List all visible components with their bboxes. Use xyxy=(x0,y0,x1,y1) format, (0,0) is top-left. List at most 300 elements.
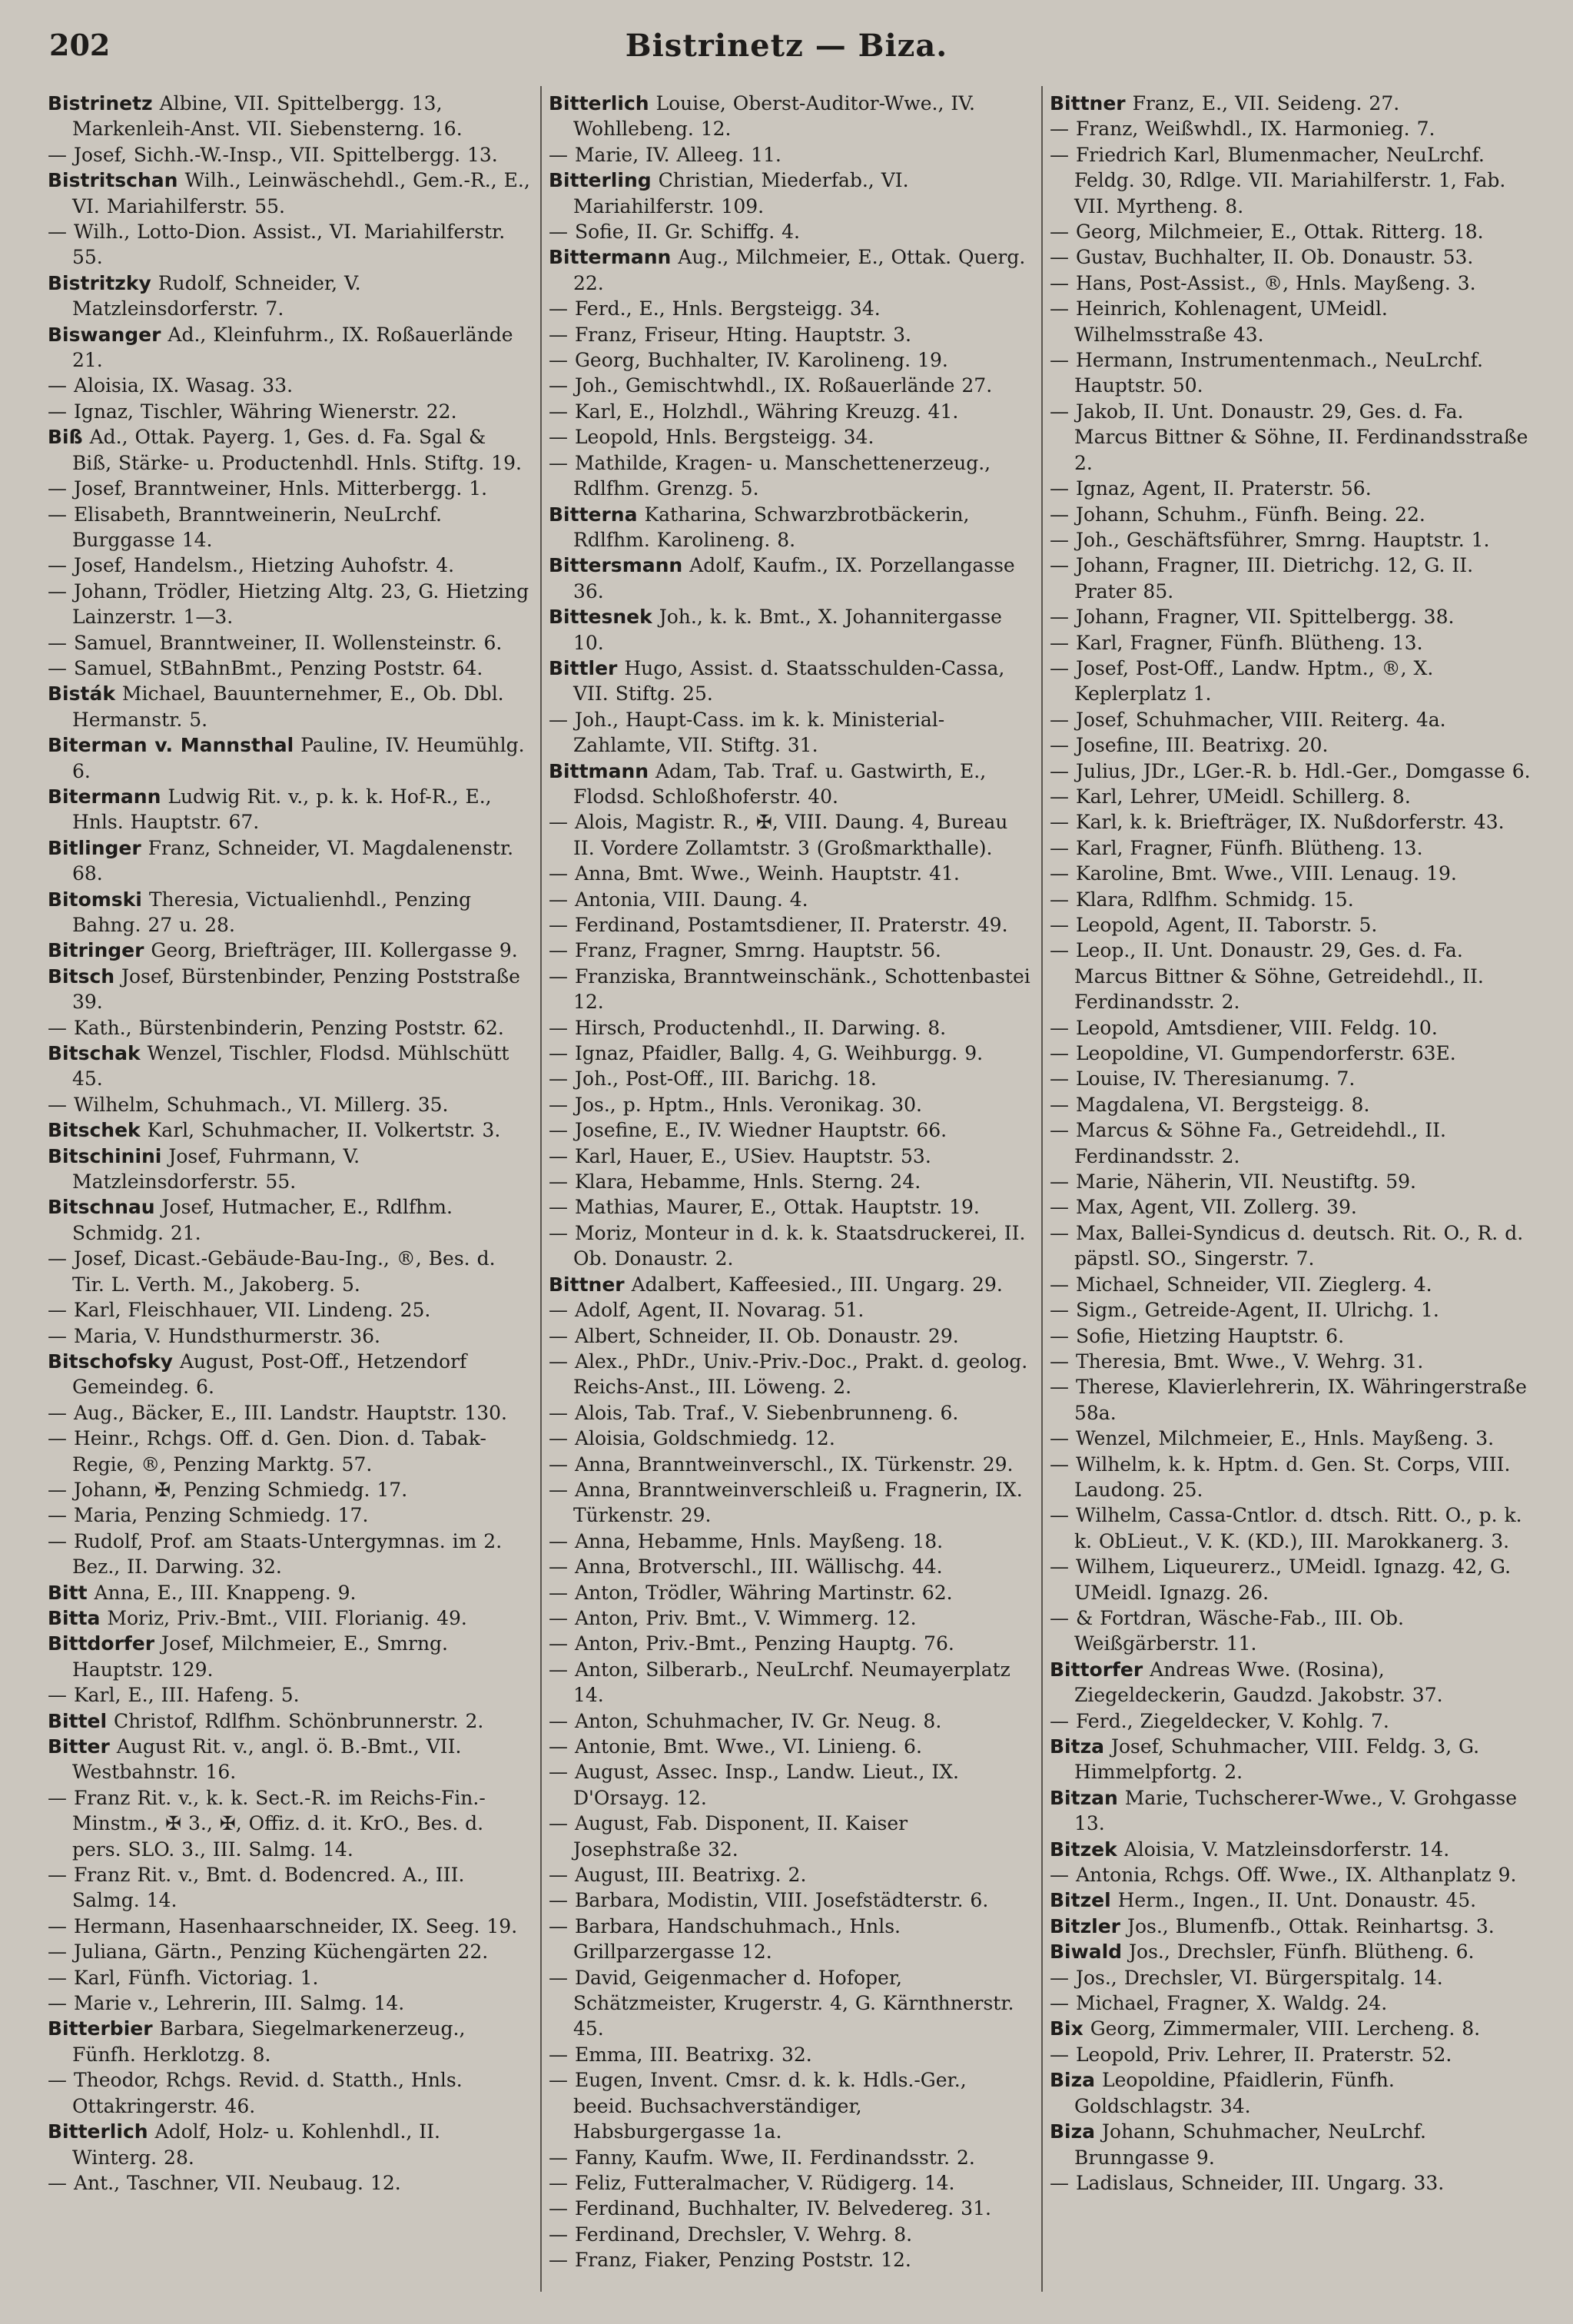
entry-text: Andreas Wwe. (Rosina), Ziegeldeckerin, Gaudzd. Jakobstr. 37. xyxy=(1074,1658,1443,1707)
directory-entry xyxy=(1050,244,1534,270)
directory-entry xyxy=(1050,296,1534,347)
directory-entry xyxy=(48,168,532,219)
directory-entry xyxy=(48,322,532,374)
entry-surname: Biswanger xyxy=(48,323,161,346)
entry-surname: Bitschofsky xyxy=(48,1350,173,1373)
directory-entry xyxy=(1050,1426,1534,1451)
directory-entry xyxy=(549,1297,1033,1323)
entry-text: Marie, Tuchscherer-Wwe., V. Grohgasse 13. xyxy=(1074,1786,1518,1835)
entry-text: Josef, Fuhrmann, V. Matzleinsdorferstr. 55. xyxy=(72,1144,360,1194)
entry-text: — Josefine, E., IV. Wiedner Hauptstr. 66. xyxy=(549,1119,947,1142)
entry-text: Wilh., Leinwäschehdl., Gem.-R., E., VI. Mariahilferstr. 55. xyxy=(72,169,530,217)
entry-text: — Anna, Branntweinverschl., IX. Türkenstr. 29. xyxy=(549,1452,1014,1476)
entry-surname: Bitermann xyxy=(48,785,161,808)
entry-text: — Antonie, Bmt. Wwe., VI. Linieng. 6. xyxy=(549,1735,922,1758)
entry-surname: Bitschinini xyxy=(48,1144,162,1167)
directory-entry xyxy=(48,784,532,835)
entry-text: — Ferd., E., Hnls. Bergsteigg. 34. xyxy=(549,297,881,320)
entry-text: — Aug., Bäcker, E., III. Landstr. Hauptstr. 130. xyxy=(48,1401,507,1424)
entry-text: — Leopold, Hnls. Bergsteigg. 34. xyxy=(549,426,874,449)
entry-surname: Bittel xyxy=(48,1709,108,1732)
directory-entry xyxy=(48,1349,532,1400)
entry-surname: Bitzler xyxy=(1050,1914,1120,1937)
directory-entry xyxy=(1050,861,1534,886)
directory-entry xyxy=(549,244,1033,296)
directory-entry xyxy=(549,142,1033,168)
entry-text: — Josefine, III. Beatrixg. 20. xyxy=(1050,734,1329,757)
entry-surname: Bitschak xyxy=(48,1042,141,1065)
directory-entry xyxy=(1050,2170,1534,2196)
entry-text: — Anna, Brotverschl., III. Wällischg. 44. xyxy=(549,1555,943,1579)
directory-entry xyxy=(1050,1990,1534,2016)
entry-text: — Franz, Fragner, Smrng. Hauptstr. 56. xyxy=(549,939,941,962)
entry-surname: Biß xyxy=(48,426,83,449)
entry-text: — David, Geigenmacher d. Hofoper, Schätzmeister, Krugerstr. 4, G. Kärnthnerstr. 45. xyxy=(549,1966,1014,2040)
entry-text: — Juliana, Gärtn., Penzing Küchengärten 22. xyxy=(48,1941,489,1964)
directory-entry xyxy=(549,912,1033,938)
entry-surname: Bisták xyxy=(48,682,115,706)
entry-surname: Bitta xyxy=(48,1606,101,1629)
entry-text: — Karl, Fleischhauer, VII. Lindeng. 25. xyxy=(48,1299,431,1322)
entry-text: — Johann, Fragner, III. Dietrichg. 12, G. II. Prater 85. xyxy=(1050,554,1474,603)
directory-entry xyxy=(48,630,532,656)
directory-entry xyxy=(1050,1785,1534,1837)
directory-entry xyxy=(549,1426,1033,1451)
directory-entry xyxy=(549,502,1033,553)
entry-text: — Fanny, Kaufm. Wwe, II. Ferdinandsstr. 2. xyxy=(549,2146,975,2169)
entry-text: — Marcus & Söhne Fa., Getreidehdl., II. Ferdinandsstr. 2. xyxy=(1050,1119,1446,1167)
directory-entry xyxy=(1050,1502,1534,1554)
entry-text: — Josef, Post-Off., Landw. Hptm., ®, X. Keplerplatz 1. xyxy=(1050,656,1434,706)
entry-text: — Ignaz, Pfaidler, Ballg. 4, G. Weihburgg. 9. xyxy=(549,1042,984,1065)
entry-text: — Johann, ✠, Penzing Schmiedg. 17. xyxy=(48,1478,408,1501)
entry-text: — Karl, Fünfh. Victoriag. 1. xyxy=(48,1966,319,1989)
directory-entry xyxy=(549,2170,1033,2196)
directory-entry xyxy=(48,1631,532,1682)
entry-text: — Elisabeth, Branntweinerin, NeuLrchf. Burggasse 14. xyxy=(48,503,442,551)
entry-text: — Magdalena, VI. Bergsteigg. 8. xyxy=(1050,1093,1370,1116)
entry-text: Josef, Schuhmacher, VIII. Feldg. 3, G. Himmelpfortg. 2. xyxy=(1074,1735,1480,1784)
entry-text: — Sigm., Getreide-Agent, II. Ulrichg. 1. xyxy=(1050,1299,1439,1322)
entry-text: Wenzel, Tischler, Flodsd. Mühlschütt 45. xyxy=(72,1042,509,1091)
directory-entry xyxy=(1050,553,1534,604)
entry-surname: Bitschek xyxy=(48,1119,141,1142)
entry-text: — Albert, Schneider, II. Ob. Donaustr. 29. xyxy=(549,1324,959,1347)
directory-entry xyxy=(1050,2042,1534,2067)
directory-entry xyxy=(1050,1092,1534,1117)
column-divider xyxy=(1041,86,1043,2292)
directory-entry xyxy=(549,759,1033,810)
directory-entry xyxy=(549,1657,1033,1708)
directory-entry xyxy=(48,1194,532,1246)
directory-entry xyxy=(549,1631,1033,1656)
column-1 xyxy=(48,91,532,2296)
entry-surname: Bistrinetz xyxy=(48,92,153,115)
entry-surname: Biwald xyxy=(1050,1941,1123,1964)
directory-entry xyxy=(549,1169,1033,1194)
directory-entry xyxy=(1050,1374,1534,1426)
directory-entry xyxy=(48,1862,532,1914)
entry-text: — Antonia, Rchgs. Off. Wwe., IX. Althanplatz 9. xyxy=(1050,1864,1517,1887)
entry-text: — Marie v., Lehrerin, III. Salmg. 14. xyxy=(48,1992,405,2015)
directory-entry xyxy=(549,2042,1033,2067)
entry-text: — Karoline, Bmt. Wwe., VIII. Lenaug. 19. xyxy=(1050,862,1457,885)
directory-entry xyxy=(48,579,532,630)
entry-surname: Bistritschan xyxy=(48,169,178,192)
entry-text: — Antonia, VIII. Daung. 4. xyxy=(549,888,808,911)
directory-entry xyxy=(549,1914,1033,1965)
entry-text: — Ferd., Ziegeldecker, V. Kohlg. 7. xyxy=(1050,1709,1389,1732)
entry-text: — Barbara, Handschuhmach., Hnls. Grillparzergasse 12. xyxy=(549,1914,901,1964)
entry-text: — Franz Rit. v., k. k. Sect.-R. im Reichs-Fin.-Minstm., ✠ 3., ✠, Offiz. d. it. KrO., Bes. d. pers. SLO. 3., III. Salmg. 14. xyxy=(48,1786,486,1861)
directory-entry xyxy=(1050,1965,1534,1990)
entry-text: — Heinr., Rchgs. Off. d. Gen. Dion. d. Tabak-Regie, ®, Penzing Marktg. 57. xyxy=(48,1427,486,1476)
directory-entry xyxy=(549,1323,1033,1349)
directory-entry xyxy=(549,809,1033,861)
entry-text: — Alois, Magistr. R., ✠, VIII. Daung. 4, Bureau II. Vordere Zollamtstr. 3 (Großmarkthalle). xyxy=(549,811,1008,859)
directory-entry xyxy=(48,1965,532,1990)
entry-text: Pauline, IV. Heumühlg. 6. xyxy=(72,734,525,782)
entry-text: Leopoldine, Pfaidlerin, Fünfh. Goldschlagstr. 34. xyxy=(1074,2069,1395,2117)
entry-surname: Bistritzky xyxy=(48,271,151,294)
entry-text: — Karl, Hauer, E., USiev. Hauptstr. 53. xyxy=(549,1144,931,1167)
entry-text: — Anton, Priv. Bmt., V. Wimmerg. 12. xyxy=(549,1606,917,1629)
directory-entry xyxy=(1050,1862,1534,1887)
entry-text: Adalbert, Kaffeesied., III. Ungarg. 29. xyxy=(631,1273,1003,1296)
entry-text: Johann, Schuhmacher, NeuLrchf. Brunngasse 9. xyxy=(1074,2120,1426,2169)
directory-entry xyxy=(549,1529,1033,1554)
entry-surname: Bitterbier xyxy=(48,2017,153,2040)
entry-text: Theresia, Victualienhdl., Penzing Bahng. 27 u. 28. xyxy=(72,888,472,936)
directory-entry xyxy=(549,553,1033,604)
entry-text: — Anton, Priv.-Bmt., Penzing Hauptg. 76. xyxy=(549,1632,954,1655)
directory-entry xyxy=(549,707,1033,759)
directory-entry xyxy=(48,1708,532,1734)
entry-text: — Heinrich, Kohlenagent, UMeidl. Wilhelmsstraße 43. xyxy=(1050,297,1388,346)
directory-entry xyxy=(549,604,1033,656)
column-divider xyxy=(540,86,542,2292)
entry-text: — Theodor, Rchgs. Revid. d. Statth., Hnls. Ottakringerstr. 46. xyxy=(48,2069,463,2117)
entry-text: Moriz, Priv.-Bmt., VIII. Florianig. 49. xyxy=(107,1606,467,1629)
directory-entry xyxy=(549,1759,1033,1811)
directory-entry xyxy=(549,1477,1033,1529)
directory-entry xyxy=(549,1066,1033,1091)
entry-text: — Jakob, II. Unt. Donaustr. 29, Ges. d. Fa. Marcus Bittner & Söhne, II. Ferdinandsstraße 2. xyxy=(1050,400,1528,474)
entry-text: Michael, Bauunternehmer, E., Ob. Dbl. Hermanstr. 5. xyxy=(72,682,504,731)
entry-text: — Rudolf, Prof. am Staats-Untergymnas. im 2. Bez., II. Darwing. 32. xyxy=(48,1529,503,1579)
entry-surname: Bitzel xyxy=(1050,1889,1111,1912)
entry-surname: Bittermann xyxy=(549,246,672,269)
entry-surname: Bitza xyxy=(1050,1735,1104,1758)
directory-entry xyxy=(48,2016,532,2067)
directory-entry xyxy=(48,399,532,424)
directory-entry xyxy=(549,1965,1033,2042)
directory-entry xyxy=(48,1092,532,1117)
entry-text: — Leopoldine, VI. Gumpendorferstr. 63E. xyxy=(1050,1042,1456,1065)
entry-text: — Klara, Hebamme, Hnls. Sterng. 24. xyxy=(549,1170,921,1194)
directory-entry xyxy=(549,347,1033,373)
directory-entry xyxy=(1050,887,1534,912)
entry-text: — Feliz, Futteralmacher, V. Rüdigerg. 14. xyxy=(549,2171,955,2194)
entry-text: — Anna, Branntweinverschleiß u. Fragnerin, IX. Türkenstr. 29. xyxy=(549,1478,1023,1527)
entry-surname: Bittersmann xyxy=(549,554,683,577)
entry-text: — Emma, III. Beatrixg. 32. xyxy=(549,2043,812,2066)
entry-text: Karl, Schuhmacher, II. Volkertstr. 3. xyxy=(147,1119,501,1142)
directory-entry xyxy=(1050,2016,1534,2041)
directory-entry xyxy=(549,1580,1033,1605)
directory-entry xyxy=(48,887,532,938)
entry-text: — Theresia, Bmt. Wwe., V. Wehrg. 31. xyxy=(1050,1350,1424,1373)
directory-entry xyxy=(549,1734,1033,1759)
entry-text: Franz, Schneider, VI. Magdalenenstr. 68. xyxy=(72,836,514,885)
entry-text: — August, Assec. Insp., Landw. Lieut., IX. D'Orsayg. 12. xyxy=(549,1761,959,1809)
entry-text: Ludwig Rit. v., p. k. k. Hof-R., E., Hnls. Hauptstr. 67. xyxy=(72,785,492,834)
directory-entry xyxy=(1050,1194,1534,1220)
directory-entry xyxy=(1050,656,1534,707)
entry-surname: Bitzek xyxy=(1050,1838,1117,1861)
directory-entry xyxy=(1050,604,1534,629)
directory-entry xyxy=(1050,1708,1534,1734)
entry-surname: Biza xyxy=(1050,2069,1096,2092)
directory-entry xyxy=(549,2196,1033,2221)
entry-text: — Friedrich Karl, Blumenmacher, NeuLrchf. Feldg. 30, Rdlge. VII. Mariahilferstr. 1, Fab. VII. Myrtheng. 8. xyxy=(1050,143,1506,217)
directory-entry xyxy=(549,450,1033,502)
entry-text: August, Post-Off., Hetzendorf Gemeindeg. 6. xyxy=(72,1350,467,1399)
entry-text: — Eugen, Invent. Cmsr. d. k. k. Hdls.-Ger., beeid. Buchsachverständiger, Habsburgergasse 1a. xyxy=(549,2069,967,2143)
entry-text: — Hans, Post-Assist., ®, Hnls. Mayßeng. 3. xyxy=(1050,271,1476,294)
entry-text: Joh., k. k. Bmt., X. Johannitergasse 10. xyxy=(573,606,1002,654)
directory-entry xyxy=(1050,1734,1534,1785)
entry-text: Franz, E., VII. Seideng. 27. xyxy=(1132,92,1400,115)
directory-entry xyxy=(549,296,1033,321)
entry-text: — Therese, Klavierlehrerin, IX. Währingerstraße 58a. xyxy=(1050,1376,1527,1424)
entry-surname: Bittner xyxy=(1050,92,1126,115)
directory-entry xyxy=(48,1605,532,1631)
entry-text: — Karl, k. k. Briefträger, IX. Nußdorferstr. 43. xyxy=(1050,811,1505,834)
entry-text: — Alex., PhDr., Univ.-Priv.-Doc., Prakt. d. geolog. Reichs-Anst., III. Löweng. 2. xyxy=(549,1350,1028,1399)
directory-entry xyxy=(549,1887,1033,1913)
directory-entry xyxy=(549,1272,1033,1297)
directory-entry xyxy=(549,861,1033,886)
entry-text: Georg, Briefträger, III. Kollergasse 9. xyxy=(151,939,518,962)
directory-entry xyxy=(48,142,532,168)
entry-text: — Sofie, Hietzing Hauptstr. 6. xyxy=(1050,1324,1345,1347)
directory-entry xyxy=(1050,835,1534,861)
entry-text: — Aloisia, Goldschmiedg. 12. xyxy=(549,1427,835,1450)
entry-text: Anna, E., III. Knappeng. 9. xyxy=(94,1581,357,1604)
entry-text: Albine, VII. Spittelbergg. 13, Markenleih-Anst. VII. Siebensterng. 16. xyxy=(72,92,463,141)
entry-text: — Franz, Weißwhdl., IX. Harmonieg. 7. xyxy=(1050,118,1435,141)
entry-text: — Wilhelm, Schuhmach., VI. Millerg. 35. xyxy=(48,1093,449,1116)
directory-entry xyxy=(48,681,532,732)
directory-entry xyxy=(549,1041,1033,1066)
entry-text: — Joh., Post-Off., III. Barichg. 18. xyxy=(549,1067,877,1091)
entry-surname: Bitterlich xyxy=(48,2120,148,2143)
entry-text: — Johann, Schuhm., Fünfh. Being. 22. xyxy=(1050,503,1425,526)
directory-entry xyxy=(1050,2067,1534,2119)
directory-entry xyxy=(549,1452,1033,1477)
directory-entry xyxy=(1050,732,1534,758)
directory-entry xyxy=(1050,1323,1534,1349)
directory-entry xyxy=(1050,1939,1534,1964)
directory-entry xyxy=(48,1297,532,1323)
directory-entry xyxy=(1050,1066,1534,1091)
directory-entry xyxy=(549,424,1033,450)
entry-surname: Bittler xyxy=(549,656,618,679)
directory-entry xyxy=(48,1477,532,1502)
entry-text: — Barbara, Modistin, VIII. Josefstädterstr. 6. xyxy=(549,1889,989,1912)
directory-entry xyxy=(549,887,1033,912)
directory-entry xyxy=(549,399,1033,424)
entry-text: — Max, Ballei-Syndicus d. deutsch. Rit. O., R. d. päpstl. SO., Singerstr. 7. xyxy=(1050,1221,1524,1270)
entry-text: — Anton, Schuhmacher, IV. Gr. Neug. 8. xyxy=(549,1709,942,1732)
directory-entry xyxy=(1050,630,1534,656)
entry-text: — Julius, JDr., LGer.-R. b. Hdl.-Ger., Domgasse 6. xyxy=(1050,759,1531,782)
directory-entry xyxy=(1050,116,1534,141)
entry-text: — Gustav, Buchhalter, II. Ob. Donaustr. 53. xyxy=(1050,246,1474,269)
directory-entry xyxy=(48,1529,532,1580)
directory-entry xyxy=(549,1862,1033,1887)
entry-text: — Hermann, Instrumentenmach., NeuLrchf. Hauptstr. 50. xyxy=(1050,349,1483,397)
directory-entry xyxy=(48,1041,532,1092)
directory-entry xyxy=(48,1914,532,1939)
directory-entry xyxy=(48,1734,532,1785)
entry-text: — Johann, Fragner, VII. Spittelbergg. 38. xyxy=(1050,606,1455,629)
directory-entry xyxy=(549,1400,1033,1426)
directory-entry xyxy=(48,2067,532,2119)
directory-entry xyxy=(549,2145,1033,2170)
directory-entry xyxy=(1050,2119,1534,2170)
entry-text: Jos., Drechsler, Fünfh. Blütheng. 6. xyxy=(1129,1941,1475,1964)
directory-entry xyxy=(48,373,532,398)
entry-surname: Bittorfer xyxy=(1050,1658,1143,1681)
column-2 xyxy=(549,91,1033,2296)
entry-text: — Franz, Friseur, Hting. Hauptstr. 3. xyxy=(549,323,911,346)
entry-text: — Anna, Hebamme, Hnls. Mayßeng. 18. xyxy=(549,1529,944,1552)
entry-text: — Kath., Bürstenbinderin, Penzing Poststr. 62. xyxy=(48,1016,504,1039)
directory-entry xyxy=(549,91,1033,142)
entry-text: Georg, Zimmermaler, VIII. Lercheng. 8. xyxy=(1090,2017,1481,2040)
page-header xyxy=(0,28,1573,74)
directory-entry xyxy=(1050,399,1534,476)
entry-text: — Josef, Schuhmacher, VIII. Reiterg. 4a. xyxy=(1050,708,1446,731)
entry-text: — Ant., Taschner, VII. Neubaug. 12. xyxy=(48,2171,401,2194)
directory-entry xyxy=(48,1246,532,1297)
directory-entry xyxy=(1050,912,1534,938)
directory-entry xyxy=(1050,759,1534,784)
entry-text: — Franz, Fiaker, Penzing Poststr. 12. xyxy=(549,2249,911,2272)
directory-entry xyxy=(48,1323,532,1349)
entry-text: — Max, Agent, VII. Zollerg. 39. xyxy=(1050,1196,1357,1219)
directory-entry xyxy=(1050,219,1534,244)
directory-entry xyxy=(1050,1887,1534,1913)
entry-text: — Ladislaus, Schneider, III. Ungarg. 33. xyxy=(1050,2171,1445,2194)
entry-text: — Maria, Penzing Schmiedg. 17. xyxy=(48,1504,369,1527)
entry-text: — Karl, Lehrer, UMeidl. Schillerg. 8. xyxy=(1050,785,1411,808)
entry-text: Adolf, Holz- u. Kohlenhdl., II. Winterg. 28. xyxy=(72,2120,440,2169)
entry-text: — Alois, Tab. Traf., V. Siebenbrunneng. 6. xyxy=(549,1401,959,1424)
entry-surname: Bittdorfer xyxy=(48,1632,155,1655)
directory-entry xyxy=(48,1785,532,1862)
entry-text: Josef, Milchmeier, E., Smrng. Hauptstr. 129. xyxy=(72,1632,449,1681)
entry-text: — & Fortdran, Wäsche-Fab., III. Ob. Weißgärberstr. 11. xyxy=(1050,1606,1404,1655)
entry-surname: Bitsch xyxy=(48,964,115,988)
entry-text: — Johann, Trödler, Hietzing Altg. 23, G. Hietzing Lainzerstr. 1—3. xyxy=(48,579,529,629)
directory-entry xyxy=(48,271,532,322)
directory-entry xyxy=(48,835,532,887)
entry-text: Adam, Tab. Traf. u. Gastwirth, E., Flodsd. Schloßhoferstr. 40. xyxy=(573,759,987,808)
directory-entry xyxy=(1050,707,1534,732)
entry-text: — Adolf, Agent, II. Novarag. 51. xyxy=(549,1299,864,1322)
directory-entry xyxy=(1050,1015,1534,1041)
entry-surname: Bitt xyxy=(48,1581,88,1604)
entry-text: Louise, Oberst-Auditor-Wwe., IV. Wohllebeng. 12. xyxy=(573,92,975,141)
directory-entry xyxy=(48,1144,532,1195)
entry-text: — Hermann, Hasenhaarschneider, IX. Seeg. 19. xyxy=(48,1914,518,1937)
entry-text: — Wilhelm, k. k. Hptm. d. Gen. St. Corps, VIII. Laudong. 25. xyxy=(1050,1452,1511,1501)
entry-text: — Jos., Drechsler, VI. Bürgerspitalg. 14. xyxy=(1050,1966,1443,1989)
entry-text: — Ignaz, Tischler, Währing Wienerstr. 22. xyxy=(48,400,457,423)
directory-entry xyxy=(549,1708,1033,1734)
entry-text: — Marie, Näherin, VII. Neustiftg. 59. xyxy=(1050,1170,1416,1194)
directory-entry xyxy=(1050,1837,1534,1862)
directory-entry xyxy=(48,219,532,271)
entry-text: Ad., Kleinfuhrm., IX. Roßauerlände 21. xyxy=(72,323,513,372)
entry-text: — Josef, Sichh.-W.-Insp., VII. Spittelbergg. 13. xyxy=(48,143,498,166)
entry-text: — Joh., Haupt-Cass. im k. k. Ministerial-Zahlamte, VII. Stiftg. 31. xyxy=(549,708,945,757)
entry-text: — Marie, IV. Alleeg. 11. xyxy=(549,143,782,166)
directory-entry xyxy=(549,964,1033,1015)
page-number: 202 xyxy=(49,28,111,62)
directory-entry xyxy=(549,1117,1033,1143)
entry-text: — Ignaz, Agent, II. Praterstr. 56. xyxy=(1050,477,1372,500)
directory-entry xyxy=(48,1502,532,1528)
directory-entry xyxy=(48,2170,532,2196)
directory-entry xyxy=(549,1144,1033,1169)
entry-text: — Louise, IV. Theresianumg. 7. xyxy=(1050,1067,1356,1091)
directory-entry xyxy=(1050,1117,1534,1169)
directory-entry xyxy=(1050,1349,1534,1374)
entry-text: — Michael, Fragner, X. Waldg. 24. xyxy=(1050,1992,1388,2015)
entry-text: — Ferdinand, Drechsler, V. Wehrg. 8. xyxy=(549,2223,913,2246)
entry-text: — Maria, V. Hundsthurmerstr. 36. xyxy=(48,1324,380,1347)
entry-text: — Ferdinand, Postamtsdiener, II. Praterstr. 49. xyxy=(549,914,1008,936)
directory-entry xyxy=(549,373,1033,398)
entry-text: Ad., Ottak. Payerg. 1, Ges. d. Fa. Sgal & Biß, Stärke- u. Productenhdl. Hnls. Stiftg. 19. xyxy=(72,426,522,474)
directory-entry xyxy=(1050,142,1534,219)
entry-text: Josef, Bürstenbinder, Penzing Poststraße 39. xyxy=(72,964,520,1014)
entry-text: — Leopold, Priv. Lehrer, II. Praterstr. 52. xyxy=(1050,2043,1452,2066)
directory-entry xyxy=(48,1580,532,1605)
entry-text: — August, III. Beatrixg. 2. xyxy=(549,1864,807,1887)
entry-text: — Jos., p. Hptm., Hnls. Veronikag. 30. xyxy=(549,1093,922,1116)
entry-text: — Josef, Dicast.-Gebäude-Bau-Ing., ®, Bes. d. Tir. L. Verth. M., Jakoberg. 5. xyxy=(48,1247,496,1296)
entry-text: — Joh., Gemischtwhdl., IX. Roßauerlände 27. xyxy=(549,374,993,397)
entry-text: — Karl, E., Holzhdl., Währing Kreuzg. 41. xyxy=(549,400,959,423)
entry-text: — Hirsch, Productenhdl., II. Darwing. 8. xyxy=(549,1016,947,1039)
entry-text: — Leopold, Amtsdiener, VIII. Feldg. 10. xyxy=(1050,1016,1438,1039)
directory-entry xyxy=(1050,527,1534,553)
page-title: Bistrinetz — Biza. xyxy=(625,28,948,64)
entry-text: — Leop., II. Unt. Donaustr. 29, Ges. d. Fa. Marcus Bittner & Söhne, Getreidehdl., II. Ferdinandsstr. 2. xyxy=(1050,939,1484,1014)
directory-entry xyxy=(48,732,532,784)
entry-surname: Bitringer xyxy=(48,939,144,962)
entry-surname: Bittmann xyxy=(549,759,649,782)
directory-entry xyxy=(549,2247,1033,2273)
entry-text: Katharina, Schwarzbrotbäckerin, Rdlfhm. Karolineng. 8. xyxy=(573,503,970,551)
column-3 xyxy=(1050,91,1534,2296)
entry-text: Christian, Miederfab., VI. Mariahilferstr. 109. xyxy=(573,169,909,217)
